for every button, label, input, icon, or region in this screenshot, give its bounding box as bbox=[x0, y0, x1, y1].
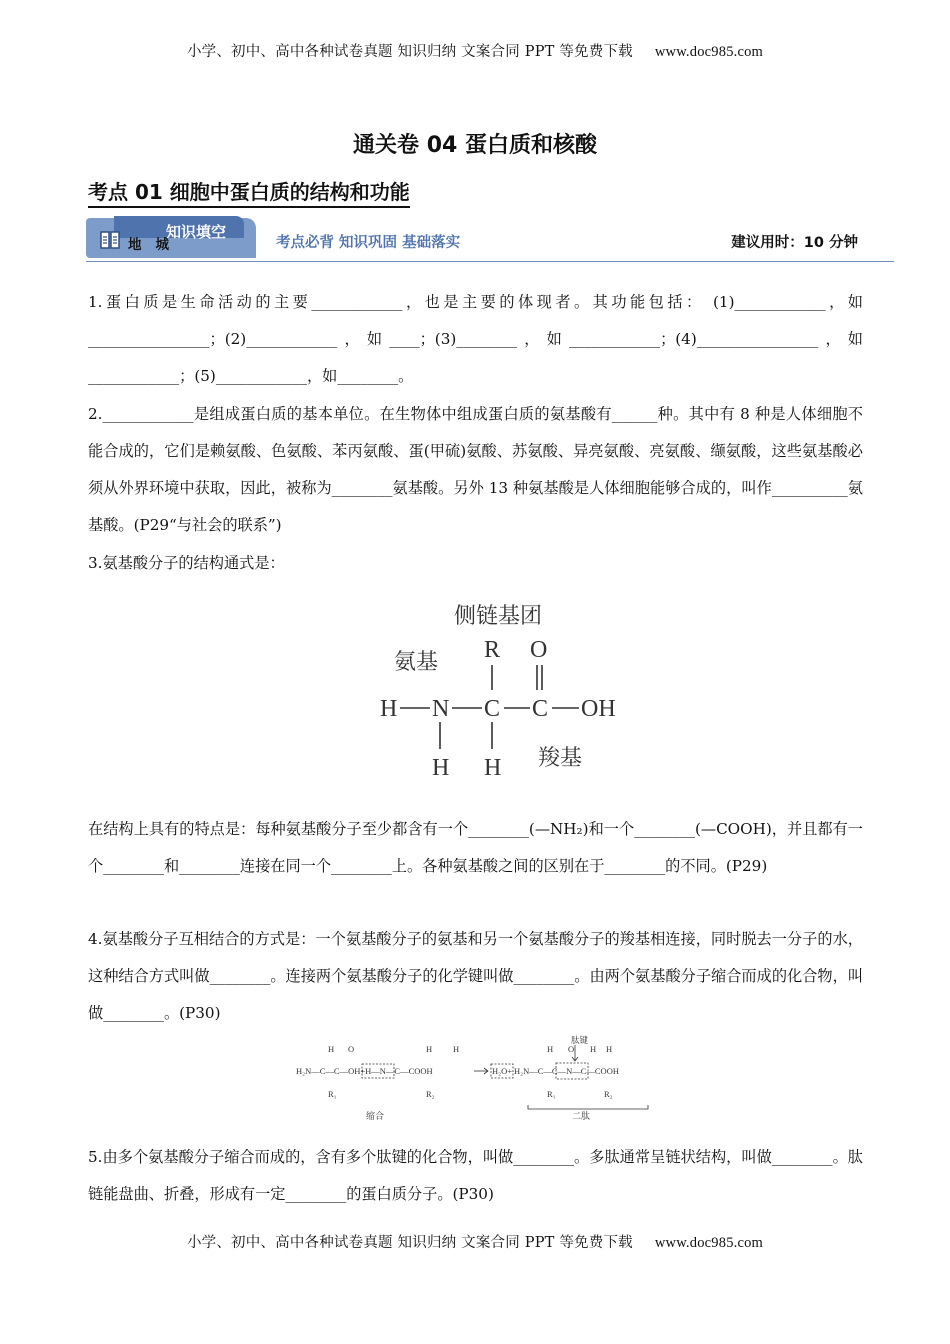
question-4: 4.氨基酸分子互相结合的方式是：一个氨基酸分子的氨基和另一个氨基酸分子的羧基相连接，同时脱去一分子的水，这种结合方式叫做________。连接两个氨基酸分子的化学键叫做________。由两个氨基酸分子缩合而成的化合物，叫做________。(P30) bbox=[88, 930, 863, 1022]
label-condense: 缩合 bbox=[366, 1112, 385, 1122]
footer-url[interactable]: www.doc985.com bbox=[654, 1235, 764, 1251]
figure2-lines bbox=[362, 1045, 648, 1109]
label-carboxyl: 羧基 bbox=[538, 746, 583, 771]
banner-tab-label: 知识填空 bbox=[166, 223, 227, 241]
atom-h-c: H bbox=[484, 755, 502, 781]
svg-text:H: H bbox=[328, 1044, 335, 1054]
label-side-chain: 侧链基团 bbox=[454, 604, 543, 629]
atom-r: R bbox=[484, 637, 501, 663]
atom-h-left: H bbox=[380, 696, 398, 722]
knowledge-banner bbox=[86, 216, 894, 264]
svg-text:O: O bbox=[348, 1044, 355, 1054]
label-r1: R₁ bbox=[328, 1089, 337, 1099]
svg-text:R₁: R₁ bbox=[547, 1089, 556, 1099]
suggested-time: 建议用时：10 分钟 bbox=[731, 235, 858, 251]
footer-text: 小学、初中、高中各种试卷真题 知识归纳 文案合同 PPT 等免费下载 bbox=[186, 1235, 633, 1251]
group-oh: OH bbox=[581, 696, 616, 722]
atom-c-alpha: C bbox=[484, 696, 501, 722]
svg-text:H: H bbox=[453, 1044, 460, 1054]
question-1: 1.蛋白质是生命活动的主要____________，也是主要的体现者。其功能包括： (1)____________，如________________；(2)____________，如____；(3)________，如____________；(4)________________，如____________；(5)____________，如________。 bbox=[88, 293, 863, 385]
header-text: 小学、初中、高中各种试卷真题 知识归纳 文案合同 PPT 等免费下载 bbox=[186, 44, 633, 60]
atom-o: O bbox=[530, 637, 548, 663]
amino-acid-structure-figure bbox=[376, 597, 636, 787]
question-2: 2.____________是组成蛋白质的基本单位。在生物体中组成蛋白质的氨基酸有______种。其中有 8 种是人体细胞不能合成的，它们是赖氨酸、色氨酸、苯丙氨酸、蛋(甲硫)氨酸、苏氨酸、异亮氨酸、亮氨酸、缬氨酸，这些氨基酸必须从外界环境中获取，因此，被称为________氨基酸。另外 13 种氨基酸是人体细胞能够合成的，叫作__________氨基酸。(P29“与社会的联系”) bbox=[88, 405, 863, 534]
svg-text:R₂: R₂ bbox=[604, 1089, 613, 1099]
svg-text:H: H bbox=[547, 1044, 554, 1054]
page-footer bbox=[0, 1231, 950, 1252]
banner-tab-sub: 地城 bbox=[128, 237, 183, 253]
section-title: 考点 01 细胞中蛋白质的结构和功能 bbox=[88, 176, 410, 208]
atom-n: N bbox=[432, 696, 450, 722]
formula-dipeptide: H₂N—C—C—N—C—COOH bbox=[514, 1066, 619, 1076]
question-3: 3.氨基酸分子的结构通式是： bbox=[88, 554, 285, 572]
atom-h-n: H bbox=[432, 755, 450, 781]
svg-text:H: H bbox=[426, 1044, 433, 1054]
label-r2: R₂ bbox=[426, 1089, 435, 1099]
question-5: 5.由多个氨基酸分子缩合而成的，含有多个肽键的化合物，叫做________。多肽通常呈链状结构，叫做________。肽链能盘曲、折叠，形成有一定________的蛋白质分子。(P30) bbox=[88, 1148, 863, 1203]
svg-text:H: H bbox=[606, 1044, 613, 1054]
svg-text:H: H bbox=[590, 1044, 597, 1054]
atom-c-carboxyl: C bbox=[532, 696, 549, 722]
banner-tagline: 考点必背 知识巩固 基础落实 bbox=[276, 235, 461, 251]
formula-reactants: H₂N—C—C—OH+H—N—C—COOH bbox=[296, 1066, 433, 1076]
page-title: 通关卷 04 蛋白质和核酸 bbox=[353, 133, 597, 158]
page-header bbox=[0, 40, 950, 61]
label-amino: 氨基 bbox=[394, 650, 439, 675]
label-dipeptide: 二肽 bbox=[572, 1112, 591, 1122]
formula-water: H₂O+ bbox=[492, 1066, 513, 1076]
book-icon bbox=[100, 230, 120, 250]
banner-rule bbox=[86, 261, 894, 262]
label-peptide-bond: 肽键 bbox=[571, 1036, 589, 1046]
svg-text:O: O bbox=[568, 1044, 575, 1054]
header-url[interactable]: www.doc985.com bbox=[654, 44, 764, 60]
question-3-features: 在结构上具有的特点是：每种氨基酸分子至少都含有一个________(—NH₂)和一个________(—COOH)，并且都有一个________和________连接在同一个________上。各种氨基酸之间的区别在于________的不同。(P29) bbox=[88, 820, 863, 875]
dehydration-condensation-figure bbox=[292, 1035, 662, 1127]
